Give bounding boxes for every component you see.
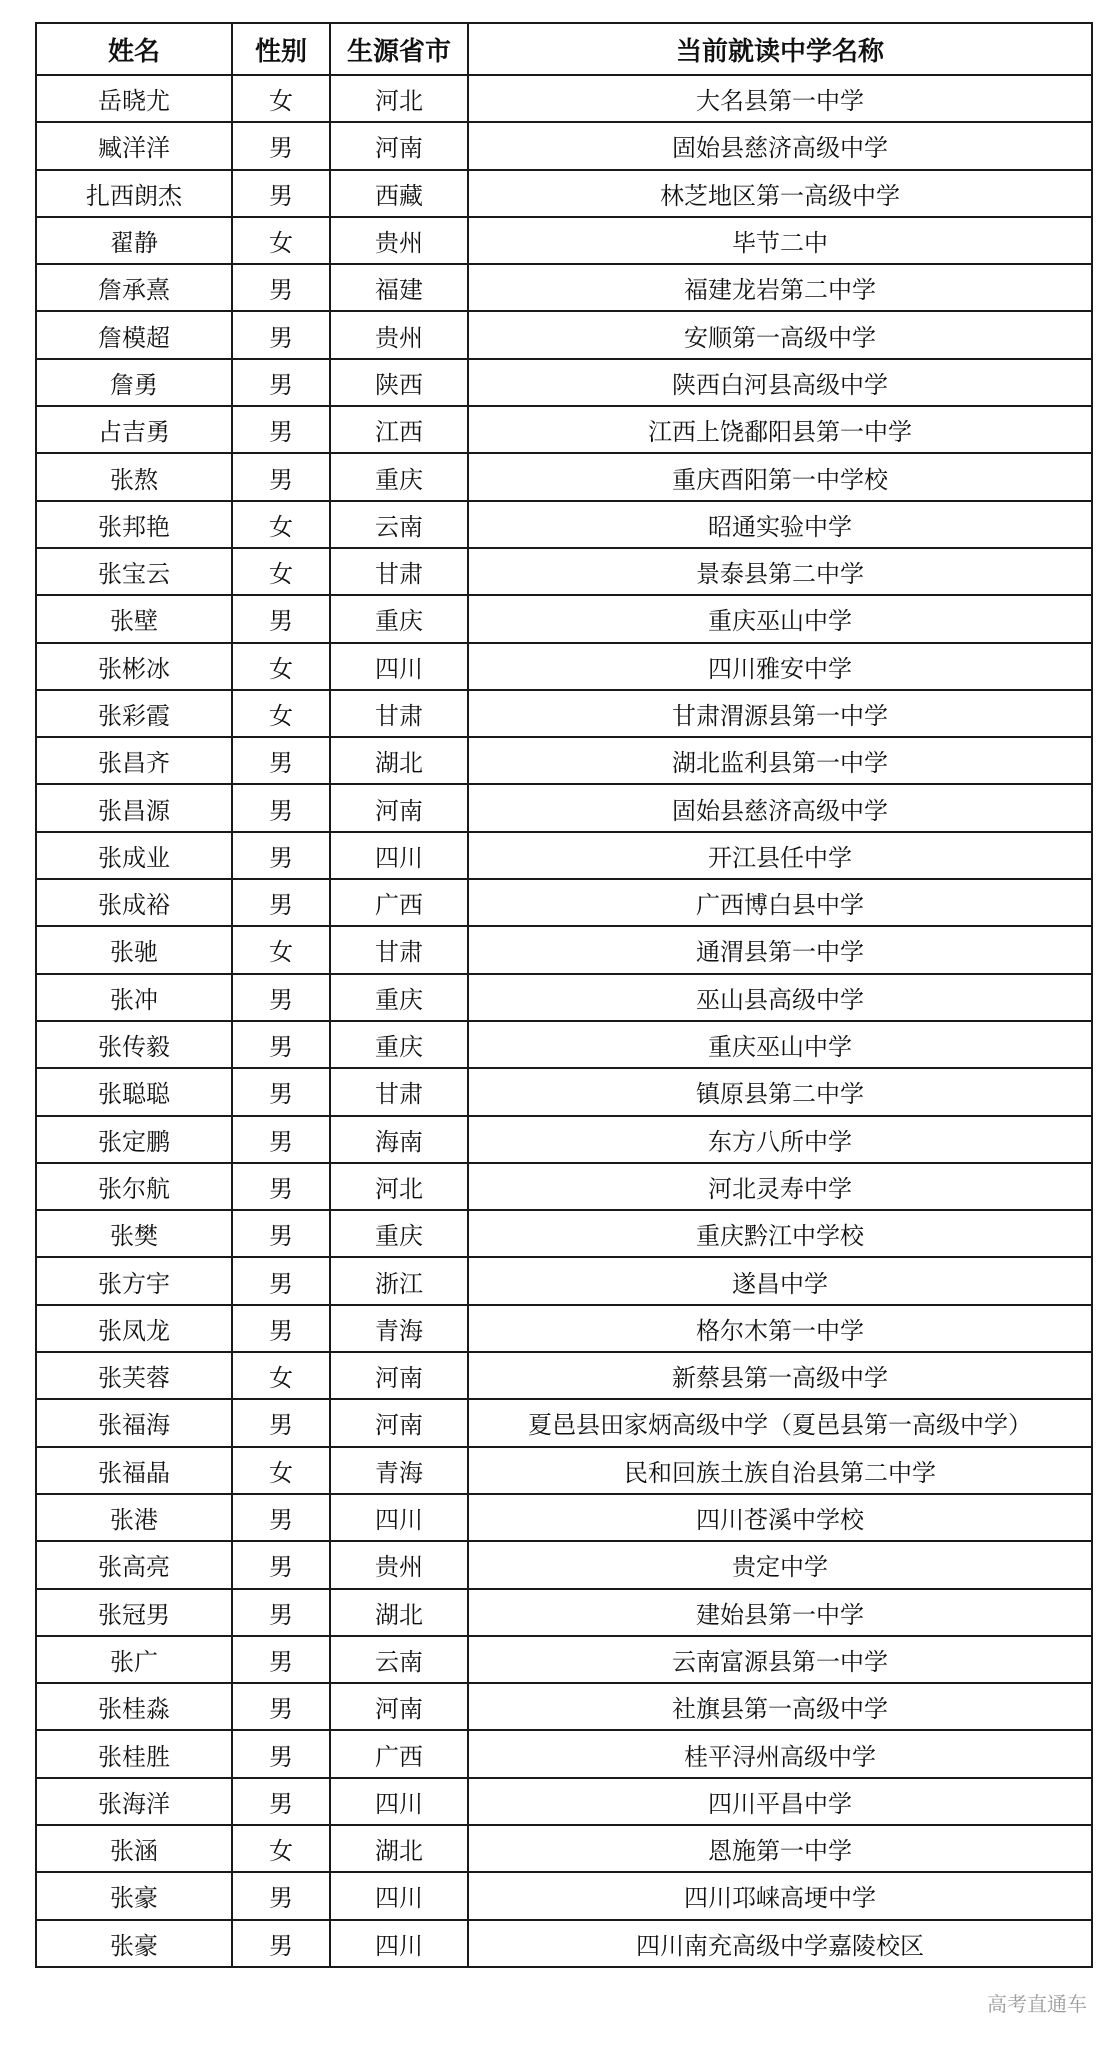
- cell-gender: 男: [232, 832, 330, 879]
- cell-province: 甘肃: [330, 548, 468, 595]
- cell-gender: 男: [232, 453, 330, 500]
- cell-school: 开江县任中学: [468, 832, 1092, 879]
- cell-school: 遂昌中学: [468, 1257, 1092, 1304]
- cell-school: 贵定中学: [468, 1541, 1092, 1588]
- cell-name: 张尔航: [36, 1163, 232, 1210]
- cell-name: 张桂胜: [36, 1730, 232, 1777]
- cell-name: 张昌源: [36, 784, 232, 831]
- cell-gender: 男: [232, 1589, 330, 1636]
- cell-school: 恩施第一中学: [468, 1825, 1092, 1872]
- cell-school: 甘肃渭源县第一中学: [468, 690, 1092, 737]
- cell-name: 张方宇: [36, 1257, 232, 1304]
- table-row: [36, 832, 1092, 879]
- cell-gender: 男: [232, 1305, 330, 1352]
- cell-school: 格尔木第一中学: [468, 1305, 1092, 1352]
- cell-school: 景泰县第二中学: [468, 548, 1092, 595]
- table-row: [36, 1920, 1092, 1967]
- table-row: [36, 1116, 1092, 1163]
- cell-school: 江西上饶鄱阳县第一中学: [468, 406, 1092, 453]
- cell-gender: 男: [232, 1021, 330, 1068]
- table-row: [36, 264, 1092, 311]
- cell-name: 扎西朗杰: [36, 170, 232, 217]
- table-row: [36, 737, 1092, 784]
- cell-gender: 女: [232, 1352, 330, 1399]
- cell-name: 张驰: [36, 926, 232, 973]
- table-row: [36, 784, 1092, 831]
- cell-gender: 男: [232, 1920, 330, 1967]
- table-row: [36, 690, 1092, 737]
- cell-province: 四川: [330, 643, 468, 690]
- cell-province: 贵州: [330, 217, 468, 264]
- cell-gender: 男: [232, 1541, 330, 1588]
- header-province: 生源省市: [330, 23, 468, 75]
- cell-gender: 女: [232, 501, 330, 548]
- cell-province: 重庆: [330, 974, 468, 1021]
- table-row: [36, 1589, 1092, 1636]
- table-row: [36, 1730, 1092, 1777]
- cell-gender: 男: [232, 737, 330, 784]
- cell-school: 云南富源县第一中学: [468, 1636, 1092, 1683]
- cell-name: 张豪: [36, 1872, 232, 1919]
- cell-province: 河南: [330, 122, 468, 169]
- cell-school: 毕节二中: [468, 217, 1092, 264]
- cell-gender: 男: [232, 311, 330, 358]
- cell-province: 青海: [330, 1447, 468, 1494]
- cell-gender: 男: [232, 1257, 330, 1304]
- student-table: [35, 22, 1093, 1968]
- cell-school: 夏邑县田家炳高级中学（夏邑县第一高级中学）: [468, 1399, 1092, 1446]
- cell-province: 湖北: [330, 737, 468, 784]
- cell-name: 张冲: [36, 974, 232, 1021]
- cell-gender: 男: [232, 1163, 330, 1210]
- table-row: [36, 1399, 1092, 1446]
- cell-school: 新蔡县第一高级中学: [468, 1352, 1092, 1399]
- cell-gender: 男: [232, 170, 330, 217]
- table-row: [36, 974, 1092, 1021]
- cell-province: 海南: [330, 1116, 468, 1163]
- table-row: [36, 1257, 1092, 1304]
- cell-name: 张海洋: [36, 1778, 232, 1825]
- cell-gender: 女: [232, 217, 330, 264]
- cell-name: 张桂淼: [36, 1683, 232, 1730]
- table-row: [36, 1021, 1092, 1068]
- cell-school: 昭通实验中学: [468, 501, 1092, 548]
- cell-school: 重庆巫山中学: [468, 1021, 1092, 1068]
- cell-gender: 男: [232, 122, 330, 169]
- table-body: [36, 75, 1092, 1967]
- table-row: [36, 1163, 1092, 1210]
- cell-school: 大名县第一中学: [468, 75, 1092, 122]
- cell-province: 河北: [330, 1163, 468, 1210]
- cell-gender: 女: [232, 1825, 330, 1872]
- cell-gender: 男: [232, 1872, 330, 1919]
- cell-province: 湖北: [330, 1825, 468, 1872]
- cell-school: 重庆巫山中学: [468, 595, 1092, 642]
- cell-province: 河南: [330, 784, 468, 831]
- cell-province: 广西: [330, 879, 468, 926]
- cell-name: 张邦艳: [36, 501, 232, 548]
- header-name: 姓名: [36, 23, 232, 75]
- cell-name: 占吉勇: [36, 406, 232, 453]
- table-row: [36, 1541, 1092, 1588]
- cell-gender: 女: [232, 643, 330, 690]
- cell-province: 江西: [330, 406, 468, 453]
- cell-name: 张成业: [36, 832, 232, 879]
- table-row: [36, 926, 1092, 973]
- cell-name: 张广: [36, 1636, 232, 1683]
- cell-province: 重庆: [330, 1021, 468, 1068]
- cell-name: 张聪聪: [36, 1068, 232, 1115]
- table-row: [36, 1872, 1092, 1919]
- cell-province: 重庆: [330, 595, 468, 642]
- cell-school: 林芝地区第一高级中学: [468, 170, 1092, 217]
- table-row: [36, 1683, 1092, 1730]
- cell-gender: 女: [232, 75, 330, 122]
- cell-school: 四川苍溪中学校: [468, 1494, 1092, 1541]
- cell-name: 臧洋洋: [36, 122, 232, 169]
- table-row: [36, 1825, 1092, 1872]
- cell-name: 张成裕: [36, 879, 232, 926]
- cell-name: 詹勇: [36, 359, 232, 406]
- cell-school: 四川南充高级中学嘉陵校区: [468, 1920, 1092, 1967]
- cell-province: 四川: [330, 1494, 468, 1541]
- cell-gender: 女: [232, 926, 330, 973]
- cell-school: 巫山县高级中学: [468, 974, 1092, 1021]
- cell-province: 四川: [330, 1920, 468, 1967]
- cell-school: 福建龙岩第二中学: [468, 264, 1092, 311]
- table-row: [36, 453, 1092, 500]
- cell-gender: 男: [232, 359, 330, 406]
- cell-school: 四川邛崃高埂中学: [468, 1872, 1092, 1919]
- cell-school: 建始县第一中学: [468, 1589, 1092, 1636]
- cell-province: 甘肃: [330, 690, 468, 737]
- cell-gender: 男: [232, 974, 330, 1021]
- cell-province: 湖北: [330, 1589, 468, 1636]
- cell-school: 通渭县第一中学: [468, 926, 1092, 973]
- cell-gender: 男: [232, 879, 330, 926]
- table-row: [36, 217, 1092, 264]
- cell-name: 张福晶: [36, 1447, 232, 1494]
- cell-gender: 女: [232, 1447, 330, 1494]
- cell-gender: 女: [232, 548, 330, 595]
- cell-name: 张壁: [36, 595, 232, 642]
- cell-school: 镇原县第二中学: [468, 1068, 1092, 1115]
- table-row: [36, 1352, 1092, 1399]
- cell-province: 青海: [330, 1305, 468, 1352]
- cell-gender: 男: [232, 1730, 330, 1777]
- cell-province: 贵州: [330, 311, 468, 358]
- cell-gender: 男: [232, 406, 330, 453]
- cell-name: 张宝云: [36, 548, 232, 595]
- cell-school: 湖北监利县第一中学: [468, 737, 1092, 784]
- cell-province: 四川: [330, 832, 468, 879]
- cell-school: 桂平浔州高级中学: [468, 1730, 1092, 1777]
- table-row: [36, 1494, 1092, 1541]
- table-row: [36, 75, 1092, 122]
- cell-name: 张彬冰: [36, 643, 232, 690]
- cell-name: 詹模超: [36, 311, 232, 358]
- table-row: [36, 406, 1092, 453]
- cell-gender: 男: [232, 784, 330, 831]
- table-row: [36, 595, 1092, 642]
- cell-name: 张冠男: [36, 1589, 232, 1636]
- cell-school: 安顺第一高级中学: [468, 311, 1092, 358]
- cell-name: 詹承熹: [36, 264, 232, 311]
- cell-name: 岳晓尤: [36, 75, 232, 122]
- cell-province: 重庆: [330, 1210, 468, 1257]
- cell-province: 福建: [330, 264, 468, 311]
- cell-school: 重庆酉阳第一中学校: [468, 453, 1092, 500]
- cell-name: 张港: [36, 1494, 232, 1541]
- table-row: [36, 311, 1092, 358]
- cell-school: 陕西白河县高级中学: [468, 359, 1092, 406]
- cell-province: 四川: [330, 1872, 468, 1919]
- cell-name: 张熬: [36, 453, 232, 500]
- cell-province: 重庆: [330, 453, 468, 500]
- cell-gender: 男: [232, 1116, 330, 1163]
- table-row: [36, 1305, 1092, 1352]
- header-row: [36, 23, 1092, 75]
- table-row: [36, 170, 1092, 217]
- cell-name: 张传毅: [36, 1021, 232, 1068]
- table-row: [36, 548, 1092, 595]
- table-row: [36, 1210, 1092, 1257]
- cell-school: 固始县慈济高级中学: [468, 784, 1092, 831]
- cell-name: 张高亮: [36, 1541, 232, 1588]
- table-row: [36, 1636, 1092, 1683]
- cell-gender: 男: [232, 1778, 330, 1825]
- cell-name: 张豪: [36, 1920, 232, 1967]
- table-row: [36, 1778, 1092, 1825]
- cell-province: 河南: [330, 1352, 468, 1399]
- cell-name: 张凤龙: [36, 1305, 232, 1352]
- cell-name: 张彩霞: [36, 690, 232, 737]
- watermark-text: 高考直通车: [987, 1992, 1087, 2016]
- table-row: [36, 122, 1092, 169]
- cell-name: 张定鹏: [36, 1116, 232, 1163]
- table-row: [36, 359, 1092, 406]
- cell-province: 甘肃: [330, 926, 468, 973]
- cell-gender: 男: [232, 1683, 330, 1730]
- cell-province: 河南: [330, 1399, 468, 1446]
- cell-gender: 女: [232, 690, 330, 737]
- cell-province: 云南: [330, 501, 468, 548]
- cell-school: 四川平昌中学: [468, 1778, 1092, 1825]
- cell-gender: 男: [232, 1494, 330, 1541]
- cell-gender: 男: [232, 264, 330, 311]
- cell-province: 贵州: [330, 1541, 468, 1588]
- cell-province: 四川: [330, 1778, 468, 1825]
- cell-school: 社旗县第一高级中学: [468, 1683, 1092, 1730]
- cell-gender: 男: [232, 1636, 330, 1683]
- cell-province: 陕西: [330, 359, 468, 406]
- cell-name: 翟静: [36, 217, 232, 264]
- table-row: [36, 501, 1092, 548]
- cell-school: 东方八所中学: [468, 1116, 1092, 1163]
- cell-school: 重庆黔江中学校: [468, 1210, 1092, 1257]
- cell-province: 河南: [330, 1683, 468, 1730]
- cell-name: 张樊: [36, 1210, 232, 1257]
- cell-province: 云南: [330, 1636, 468, 1683]
- header-school: 当前就读中学名称: [468, 23, 1092, 75]
- cell-province: 西藏: [330, 170, 468, 217]
- cell-school: 民和回族土族自治县第二中学: [468, 1447, 1092, 1494]
- cell-gender: 男: [232, 1210, 330, 1257]
- cell-name: 张福海: [36, 1399, 232, 1446]
- cell-school: 河北灵寿中学: [468, 1163, 1092, 1210]
- cell-school: 固始县慈济高级中学: [468, 122, 1092, 169]
- cell-school: 四川雅安中学: [468, 643, 1092, 690]
- cell-province: 甘肃: [330, 1068, 468, 1115]
- table-row: [36, 879, 1092, 926]
- cell-gender: 男: [232, 1068, 330, 1115]
- cell-province: 浙江: [330, 1257, 468, 1304]
- cell-province: 广西: [330, 1730, 468, 1777]
- cell-gender: 男: [232, 1399, 330, 1446]
- cell-name: 张涵: [36, 1825, 232, 1872]
- cell-school: 广西博白县中学: [468, 879, 1092, 926]
- cell-name: 张芙蓉: [36, 1352, 232, 1399]
- table-row: [36, 1068, 1092, 1115]
- table-row: [36, 643, 1092, 690]
- cell-gender: 男: [232, 595, 330, 642]
- table-row: [36, 1447, 1092, 1494]
- cell-name: 张昌齐: [36, 737, 232, 784]
- header-gender: 性别: [232, 23, 330, 75]
- cell-province: 河北: [330, 75, 468, 122]
